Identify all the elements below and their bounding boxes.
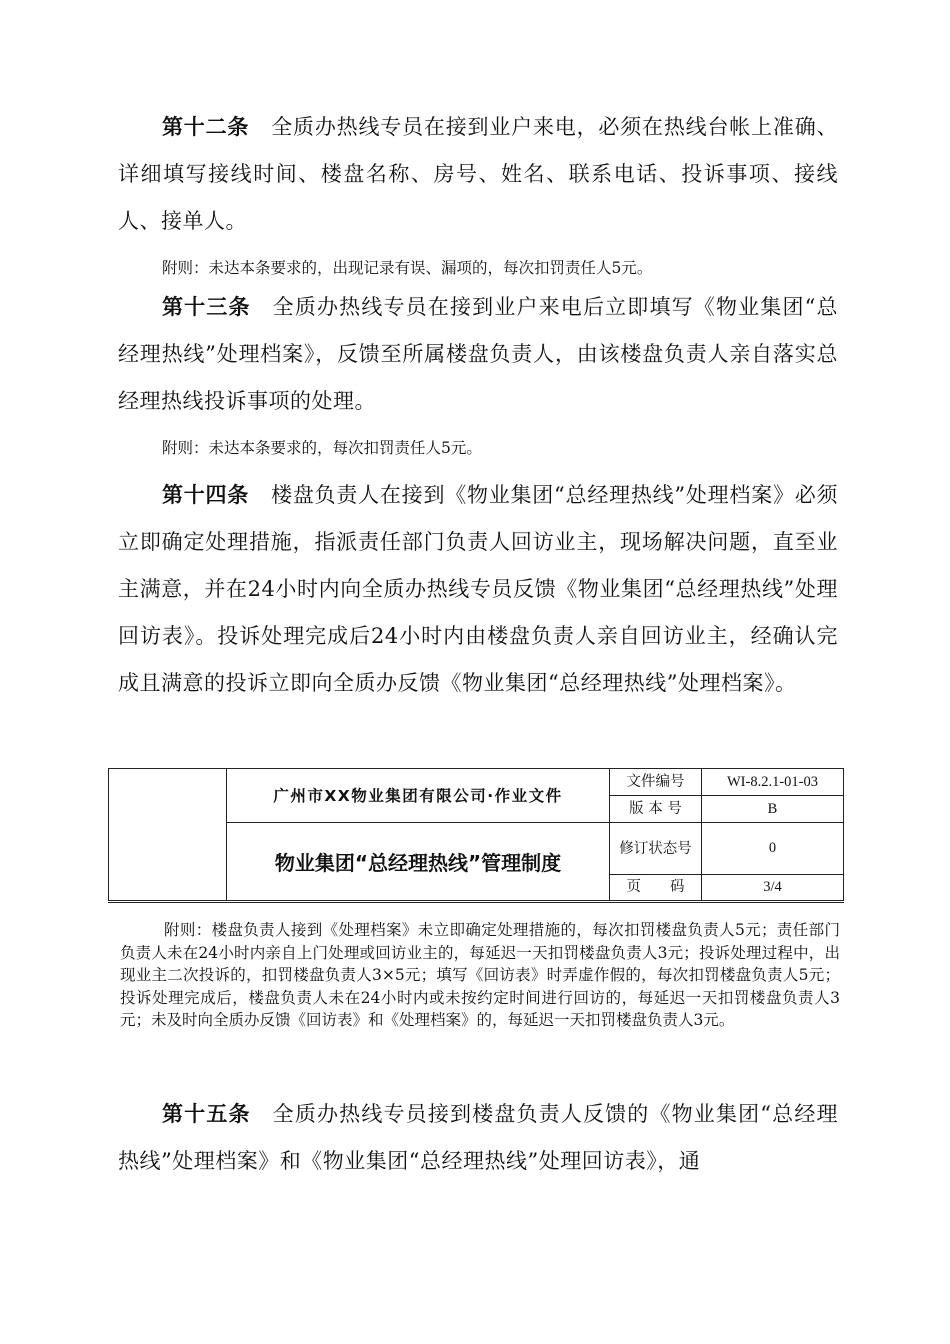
article-13-body: 全质办热线专员在接到业户来电后立即填写《物业集团“总经理热线”处理档案》，反馈至所属楼盘负责人，由该楼盘负责人亲自落实总经理热线投诉事项的处理。 (118, 295, 839, 413)
document-title: 物业集团“总经理热线”管理制度 (227, 823, 610, 902)
article-14 (118, 471, 838, 707)
article-14-paragraph (118, 471, 838, 707)
article-15-paragraph (118, 1090, 838, 1185)
article-14-note (120, 919, 840, 1032)
revision-label: 修订状态号 (610, 823, 702, 874)
article-15-heading: 第十五条 (162, 1101, 251, 1126)
article-15 (118, 1090, 838, 1185)
article-12-heading: 第十二条 (162, 114, 250, 139)
article-12 (118, 103, 838, 245)
version-value: B (702, 796, 844, 823)
logo-cell (109, 769, 227, 902)
article-14-heading: 第十四条 (162, 482, 250, 507)
article-12-note: 附则：未达本条要求的，出现记录有误、漏项的，每次扣罚责任人5元。 (162, 259, 653, 277)
article-13-note: 附则：未达本条要求的，每次扣罚责任人5元。 (162, 439, 482, 457)
company-name: 广州市XX物业集团有限公司·作业文件 (227, 769, 610, 823)
article-14-body: 楼盘负责人在接到《物业集团“总经理热线”处理档案》必须立即确定处理措施，指派责任部门负责人回访业主，现场解决问题，直至业主满意，并在24小时内向全质办热线专员反馈《物业集团“总经理热线”处理回访表》。投诉处理完成后24小时内由楼盘负责人亲自回访业主，经确认完成且满意的投诉立即向全质办反馈《物业集团“总经理热线”处理档案》。 (118, 483, 838, 695)
document-header-table (108, 768, 843, 903)
article-14-note-text: 附则：楼盘负责人接到《处理档案》未立即确定处理措施的，每次扣罚楼盘负责人5元；责任部门负责人未在24小时内亲自上门处理或回访业主的，每延迟一天扣罚楼盘负责人3元；投诉处理过程中，出现业主二次投诉的，扣罚楼盘负责人3×5元；填写《回访表》时弄虚作假的，每次扣罚楼盘负责人5元；投诉处理完成后，楼盘负责人未在24小时内或未按约定时间进行回访的，每延迟一天扣罚楼盘负责人3元；未及时向全质办反馈《回访表》和《处理档案》的，每延迟一天扣罚楼盘负责人3元。 (120, 921, 840, 1029)
page-label: 页 码 (610, 874, 702, 901)
article-13 (118, 283, 838, 425)
doc-number-value: WI-8.2.1-01-03 (702, 769, 844, 796)
article-13-heading: 第十三条 (162, 294, 251, 319)
article-12-body: 全质办热线专员在接到业户来电，必须在热线台帐上准确、详细填写接线时间、楼盘名称、房号、姓名、联系电话、投诉事项、接线人、接单人。 (118, 115, 839, 233)
page-number: 3/4 (702, 874, 844, 901)
version-label: 版 本 号 (610, 796, 702, 823)
doc-number-label: 文件编号 (610, 769, 702, 796)
article-15-body: 全质办热线专员接到楼盘负责人反馈的《物业集团“总经理热线”处理档案》和《物业集团“总经理热线”处理回访表》，通 (118, 1102, 839, 1173)
article-13-paragraph (118, 283, 838, 425)
revision-value: 0 (702, 823, 844, 874)
article-12-paragraph (118, 103, 838, 245)
